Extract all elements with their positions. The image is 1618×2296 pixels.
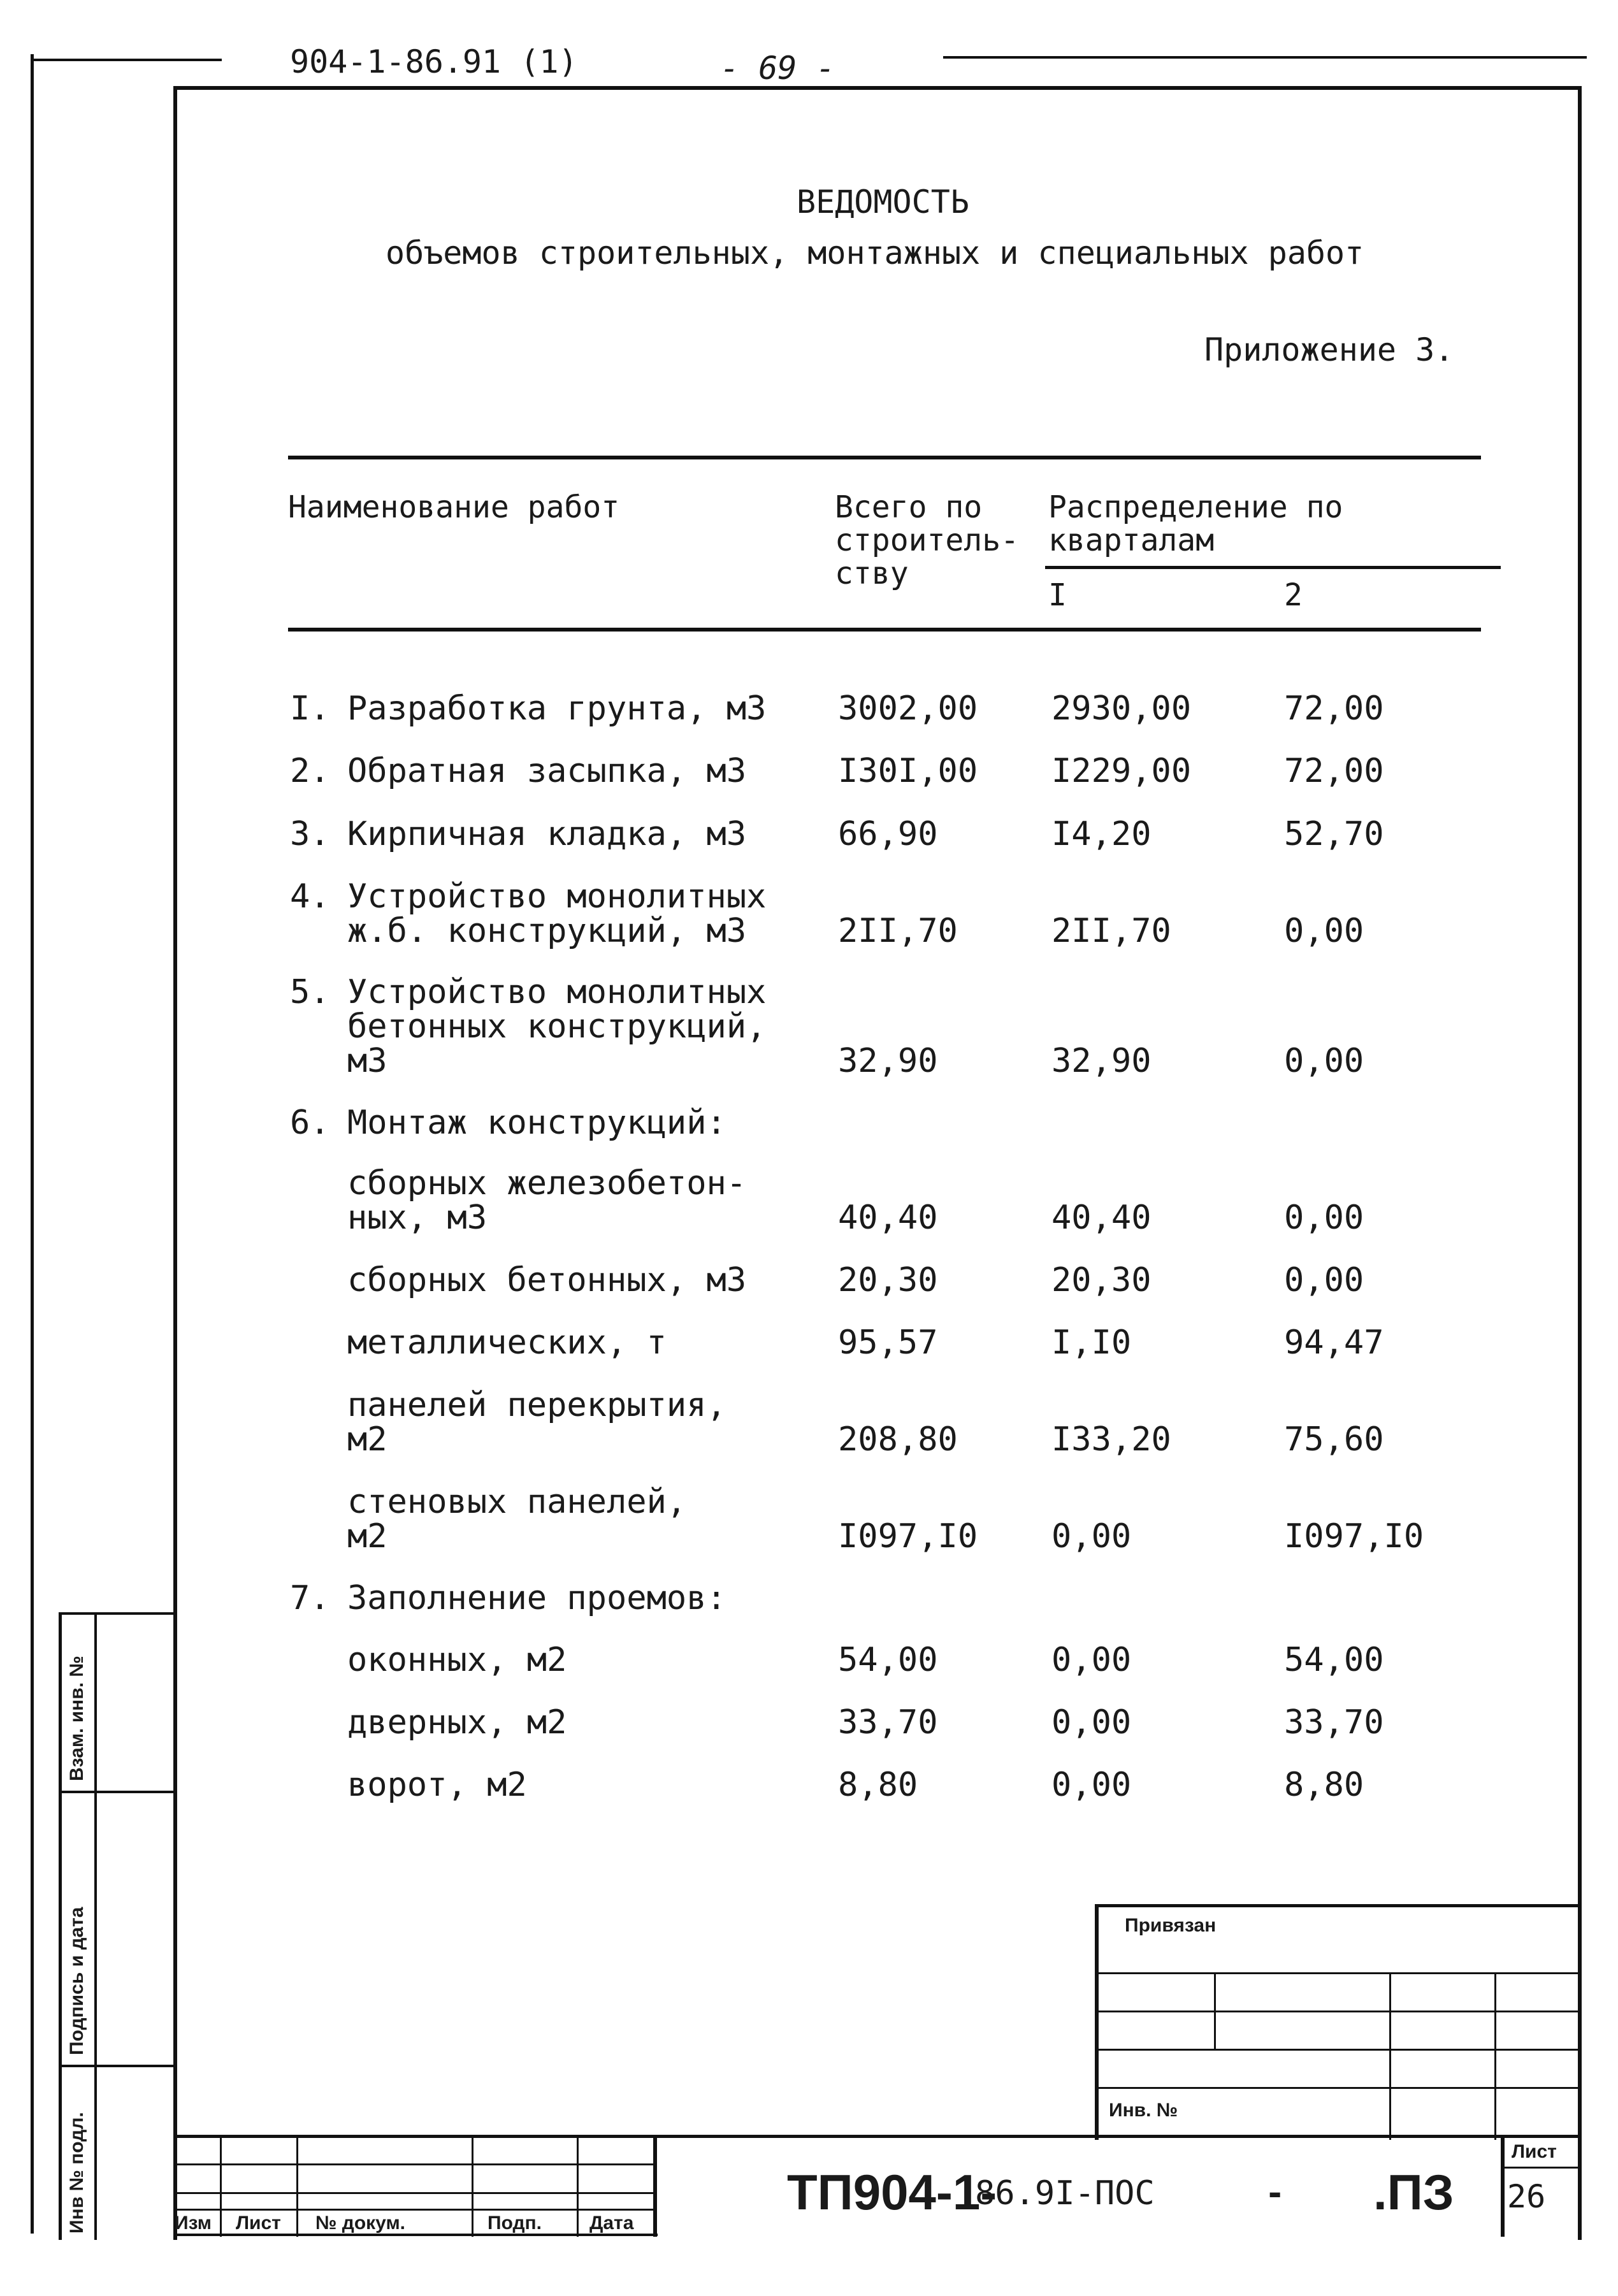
privyazan-row-3 [1097,2049,1579,2051]
document-subtitle: объемов строительных, монтажных и специальных работ [386,235,1364,271]
privyazan-top [1095,1904,1579,1907]
title-block-col-1 [220,2135,222,2237]
frame-right [1578,86,1582,2240]
row-name: стеновых панелей, м2 [347,1483,687,1556]
row-q1: 40,40 [1051,1199,1152,1237]
privyazan-row-1 [1097,1972,1579,1974]
row-total: 32,90 [838,1042,938,1080]
row-q1: 0,00 [1051,1517,1132,1556]
row-q2: 0,00 [1284,1042,1364,1080]
title-block-grid-row-2 [173,2192,654,2194]
page-number: - 69 - [720,50,835,87]
doc-number-label: № докум. [315,2213,405,2234]
row-total: I097,I0 [838,1517,978,1556]
col-header-total: Всего по строитель- ству [835,489,1019,591]
row-q1: 0,00 [1051,1641,1132,1679]
sheet-label: Лист [1512,2141,1557,2162]
col-header-distribution: Распределение по кварталам [1048,489,1343,558]
side-stamp-outer-left [59,1612,62,2240]
row-q2: 0,00 [1284,912,1364,950]
row-q1: 0,00 [1051,1766,1132,1804]
doc-code-header: 904-1-86.91 (1) [290,43,578,80]
row-q2: 0,00 [1284,1261,1364,1299]
row-q2: 0,00 [1284,1199,1364,1237]
row-q1: I33,20 [1051,1420,1171,1459]
row-number: I. [290,690,330,728]
side-label-vzam-inv: Взам. инв. № [66,1656,87,1781]
row-q2: 72,00 [1284,690,1384,728]
izm-label: Изм [175,2213,212,2234]
inv-number-label: Инв. № [1109,2100,1178,2121]
privyazan-col-2 [1389,1974,1391,2140]
row-q1: I,I0 [1051,1324,1132,1362]
appendix-label: Приложение 3. [1204,331,1454,368]
row-q1: 2II,70 [1051,912,1171,950]
frame-top [173,86,1582,90]
row-number: 2. [290,752,330,790]
row-name: Устройство монолитных бетонных конструкций, м3 [347,973,767,1080]
row-name: металлических, т [347,1324,667,1362]
row-number: 7. [290,1579,330,1617]
table-top-rule [288,456,1481,459]
row-q2: 52,70 [1284,815,1384,853]
row-total: 3002,00 [838,690,978,728]
row-q2: 75,60 [1284,1420,1384,1459]
privyazan-label: Привязан [1125,1915,1217,1936]
row-name: Монтаж конструкций: [347,1104,726,1142]
side-stamp-top [59,1612,175,1615]
row-q2: 54,00 [1284,1641,1384,1679]
row-q1: I4,20 [1051,815,1152,853]
title-block-col-2 [296,2135,298,2237]
privyazan-row-4 [1097,2087,1579,2089]
row-total: 33,70 [838,1703,938,1742]
row-name: сборных железобетон- ных, м3 [347,1164,747,1237]
document-title: ВЕДОМОСТЬ [797,184,969,220]
row-total: 20,30 [838,1261,938,1299]
side-stamp-sep-1 [59,1791,175,1793]
row-number: 6. [290,1104,330,1142]
list-label: Лист [236,2213,281,2234]
row-name: дверных, м2 [347,1703,567,1742]
row-number: 5. [290,973,330,1011]
row-q1: 32,90 [1051,1042,1152,1080]
date-label: Дата [589,2213,634,2234]
project-code-tail: 86.9I-ПОС [975,2174,1155,2213]
signature-label: Подп. [488,2213,542,2234]
row-total: 208,80 [838,1420,958,1459]
row-total: 2II,70 [838,912,958,950]
privyazan-col-3 [1494,1974,1496,2140]
row-name: Заполнение проемов: [347,1579,726,1617]
col-header-q2: 2 [1284,577,1303,613]
table-header-bottom-rule [288,628,1481,632]
privyazan-col-1 [1214,1974,1216,2051]
row-q1: 20,30 [1051,1261,1152,1299]
side-stamp-inner-divider [94,1612,97,2240]
row-total: 95,57 [838,1324,938,1362]
privyazan-row-2 [1097,2011,1579,2012]
side-label-inv-podl: Инв № подл. [66,2112,87,2234]
row-q1: 2930,00 [1051,690,1192,728]
row-number: 3. [290,815,330,853]
row-name: Кирпичная кладка, м3 [347,815,747,853]
title-block-grid-row-3 [173,2209,654,2211]
privyazan-left [1095,1904,1099,2140]
project-code-suffix: .ПЗ [1373,2164,1454,2220]
row-name: сборных бетонных, м3 [347,1261,747,1299]
side-stamp-sep-2 [59,2065,175,2067]
row-total: 40,40 [838,1199,938,1237]
project-code-dash: - [1265,2174,1285,2213]
row-name: ворот, м2 [347,1766,527,1804]
row-name: панелей перекрытия, м2 [347,1386,726,1459]
title-block-top [173,2135,1582,2138]
sheet-number: 26 [1507,2178,1546,2215]
sheet-box-left [1501,2135,1505,2237]
left-margin-line [31,54,34,2234]
top-rule-left [31,59,222,61]
col-header-q1: I [1048,577,1067,613]
row-total: 66,90 [838,815,938,853]
col-header-name: Наименование работ [288,489,620,525]
row-name: Разработка грунта, м3 [347,690,767,728]
row-name: Обратная засыпка, м3 [347,752,747,790]
row-total: I30I,00 [838,752,978,790]
frame-left [173,86,177,2240]
row-q2: 94,47 [1284,1324,1384,1362]
row-q1: I229,00 [1051,752,1192,790]
side-label-podpis-data: Подпись и дата [66,1907,87,2055]
top-rule-right [943,56,1587,59]
sheet-box-divider [1501,2167,1580,2169]
row-number: 4. [290,877,330,916]
project-code: ТП904-1- [787,2164,997,2220]
title-block-grid-row-1 [173,2163,654,2165]
row-total: 54,00 [838,1641,938,1679]
row-q2: 72,00 [1284,752,1384,790]
title-block-col-5 [653,2135,657,2237]
title-block-col-3 [472,2135,473,2237]
row-q2: 8,80 [1284,1766,1364,1804]
title-block-col-4 [577,2135,579,2237]
row-name: Устройство монолитных ж.б. конструкций, м3 [347,877,767,950]
row-total: 8,80 [838,1766,918,1804]
row-q2: I097,I0 [1284,1517,1424,1556]
row-name: оконных, м2 [347,1641,567,1679]
distribution-rule [1045,566,1501,569]
row-q1: 0,00 [1051,1703,1132,1742]
row-q2: 33,70 [1284,1703,1384,1742]
